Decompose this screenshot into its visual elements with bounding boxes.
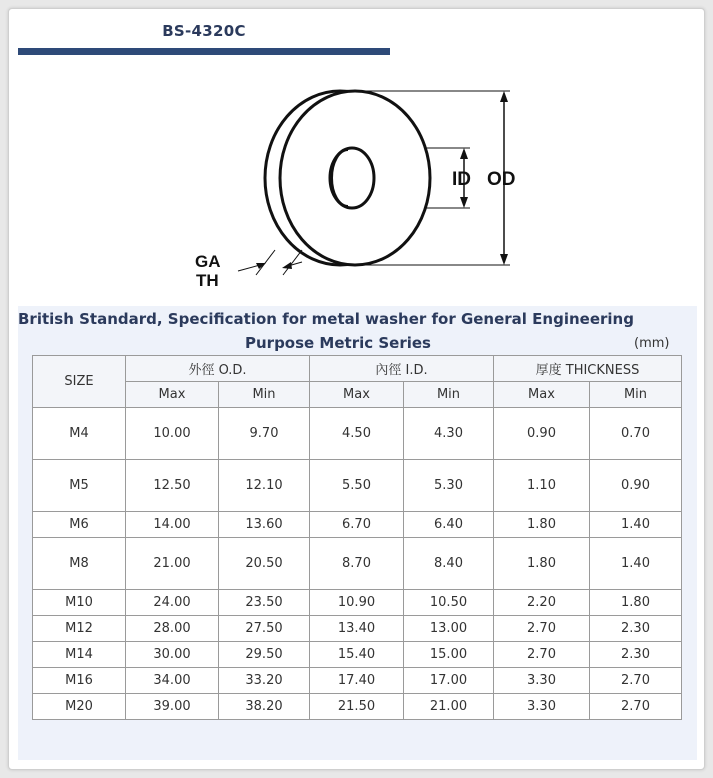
thickness-max-cell: 0.90	[494, 408, 590, 460]
thickness-max-cell: 2.20	[494, 590, 590, 616]
od-label: OD	[487, 169, 516, 190]
thickness-min-cell: 1.40	[590, 538, 682, 590]
thickness-max-cell: 1.80	[494, 538, 590, 590]
size-cell: M16	[33, 668, 126, 694]
id-max-cell: 10.90	[310, 590, 404, 616]
id-min-cell: 13.00	[404, 616, 494, 642]
washer-diagram	[180, 70, 540, 295]
thickness-max-cell: 2.70	[494, 616, 590, 642]
od-min-cell: 27.50	[219, 616, 310, 642]
id-group-header: 內徑 I.D.	[310, 356, 494, 382]
table-row	[33, 694, 682, 720]
od-max-cell: 24.00	[126, 590, 219, 616]
table-row	[33, 668, 682, 694]
size-header: SIZE	[33, 356, 126, 408]
id-min-cell: 5.30	[404, 460, 494, 512]
id-arrow-bottom	[460, 197, 468, 208]
thickness-max-cell: 3.30	[494, 694, 590, 720]
unit-label: (mm)	[634, 336, 670, 351]
thickness-min-cell: 2.30	[590, 616, 682, 642]
size-cell: M4	[33, 408, 126, 460]
id-max-cell: 13.40	[310, 616, 404, 642]
thickness-max-cell: 2.70	[494, 642, 590, 668]
table-row	[33, 408, 682, 460]
id-min-cell: 21.00	[404, 694, 494, 720]
id-min-cell: 4.30	[404, 408, 494, 460]
id-min-cell: 17.00	[404, 668, 494, 694]
standard-heading: British Standard, Specification for metal washer for General Engineering	[18, 310, 634, 328]
id-min-cell: 6.40	[404, 512, 494, 538]
od-min-cell: 23.50	[219, 590, 310, 616]
od-max-cell: 21.00	[126, 538, 219, 590]
table-row	[33, 538, 682, 590]
table-row	[33, 460, 682, 512]
table-row	[33, 512, 682, 538]
thickness-min-cell: 0.70	[590, 408, 682, 460]
th-extension-left	[256, 250, 275, 275]
size-cell: M6	[33, 512, 126, 538]
washer-spec-table	[32, 355, 682, 720]
thickness-max-header: Max	[494, 382, 590, 408]
page-title: BS-4320C	[162, 22, 246, 40]
size-cell: M8	[33, 538, 126, 590]
od-min-cell: 12.10	[219, 460, 310, 512]
od-min-header: Min	[219, 382, 310, 408]
table-row	[33, 616, 682, 642]
od-min-cell: 33.20	[219, 668, 310, 694]
table-row	[33, 642, 682, 668]
id-max-header: Max	[310, 382, 404, 408]
od-min-cell: 38.20	[219, 694, 310, 720]
thickness-min-cell: 0.90	[590, 460, 682, 512]
thickness-group-header: 厚度 THICKNESS	[494, 356, 682, 382]
size-cell: M12	[33, 616, 126, 642]
series-heading: Purpose Metric Series	[245, 334, 431, 352]
od-min-cell: 29.50	[219, 642, 310, 668]
thickness-min-cell: 2.30	[590, 642, 682, 668]
thickness-max-cell: 3.30	[494, 668, 590, 694]
th-label: TH	[196, 271, 219, 290]
thickness-min-cell: 1.40	[590, 512, 682, 538]
od-group-header: 外徑 O.D.	[126, 356, 310, 382]
id-max-cell: 8.70	[310, 538, 404, 590]
id-arrow-top	[460, 148, 468, 159]
th-leader-left	[238, 265, 260, 271]
od-min-cell: 9.70	[219, 408, 310, 460]
size-cell: M10	[33, 590, 126, 616]
size-cell: M5	[33, 460, 126, 512]
thickness-max-cell: 1.80	[494, 512, 590, 538]
id-min-cell: 15.00	[404, 642, 494, 668]
title-underline	[18, 48, 390, 55]
od-max-header: Max	[126, 382, 219, 408]
od-max-cell: 12.50	[126, 460, 219, 512]
od-max-cell: 30.00	[126, 642, 219, 668]
od-max-cell: 14.00	[126, 512, 219, 538]
id-max-cell: 6.70	[310, 512, 404, 538]
id-min-cell: 8.40	[404, 538, 494, 590]
thickness-max-cell: 1.10	[494, 460, 590, 512]
thickness-min-header: Min	[590, 382, 682, 408]
ga-label: GA	[195, 252, 221, 271]
od-max-cell: 28.00	[126, 616, 219, 642]
id-max-cell: 17.40	[310, 668, 404, 694]
thickness-min-cell: 1.80	[590, 590, 682, 616]
od-max-cell: 10.00	[126, 408, 219, 460]
od-arrow-bottom	[500, 254, 508, 265]
od-max-cell: 39.00	[126, 694, 219, 720]
od-max-cell: 34.00	[126, 668, 219, 694]
size-cell: M14	[33, 642, 126, 668]
table-row	[33, 590, 682, 616]
id-max-cell: 5.50	[310, 460, 404, 512]
id-max-cell: 15.40	[310, 642, 404, 668]
thickness-min-cell: 2.70	[590, 694, 682, 720]
od-min-cell: 13.60	[219, 512, 310, 538]
size-cell: M20	[33, 694, 126, 720]
id-min-header: Min	[404, 382, 494, 408]
thickness-min-cell: 2.70	[590, 668, 682, 694]
id-min-cell: 10.50	[404, 590, 494, 616]
th-arrow-right	[282, 262, 292, 269]
id-max-cell: 21.50	[310, 694, 404, 720]
od-arrow-top	[500, 91, 508, 102]
id-max-cell: 4.50	[310, 408, 404, 460]
od-min-cell: 20.50	[219, 538, 310, 590]
footer-band	[18, 744, 697, 760]
id-label: ID	[452, 169, 471, 190]
